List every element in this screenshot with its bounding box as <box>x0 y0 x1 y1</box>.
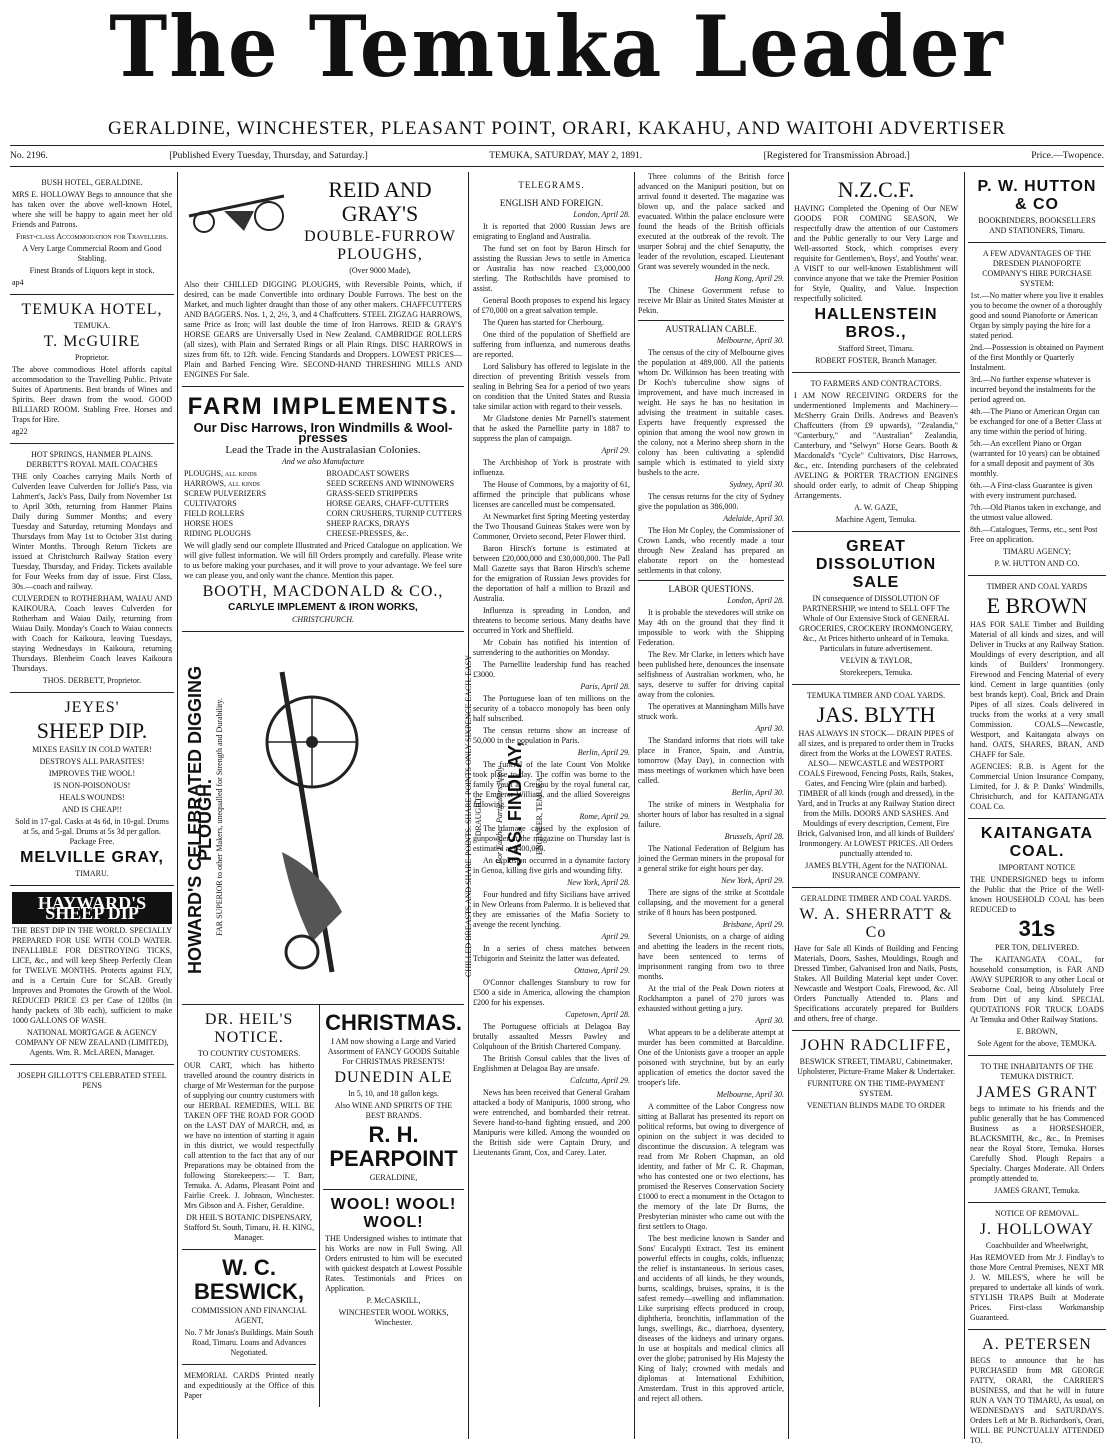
melville-gray: MELVILLE GRAY, <box>20 849 164 866</box>
petersen-name: A. PETERSEN <box>982 1336 1092 1353</box>
article-dateline: London, April 28. <box>573 210 630 219</box>
news-item: Mr Gladstone denies Mr Parnell's statement that he asked the Parnellite party in 1887 to suppress the plan of campaign. <box>473 414 630 443</box>
article-dateline: April 30. <box>755 1016 784 1025</box>
dr-heil-notice-ad <box>182 1005 316 1250</box>
hayward-title: HAYWARD'S SHEEP DIP <box>12 892 172 924</box>
ebrown-name: E. BROWN, <box>1016 1027 1058 1036</box>
carlyle-works: CARLYLE IMPLEMENT & IRON WORKS, <box>228 602 418 613</box>
implement-item: CULTIVATORS <box>184 499 237 508</box>
jeyes-line: IS NON-POISONOUS! <box>53 781 131 790</box>
christmas-title: CHRISTMAS. <box>325 1010 462 1035</box>
reid-gray-made: (Over 9000 Made), <box>349 266 411 275</box>
radcliffe-ad <box>792 1031 960 1117</box>
column-5 <box>792 172 960 1439</box>
wine-spirits: Also WINE AND SPIRITS OF THE BEST BRANDS. <box>334 1101 453 1120</box>
melville-town: TIMARU. <box>75 869 109 878</box>
implement-item: SCREW PULVERIZERS <box>184 489 267 498</box>
blyth-ad <box>792 685 960 888</box>
hutton-name: P. W. HUTTON & CO <box>977 178 1097 213</box>
brown-header: TIMBER AND COAL YARDS <box>986 582 1088 591</box>
lower-ads-row <box>182 1005 464 1407</box>
memorial-text: MEMORIAL CARDS Printed neatly and expeditiously at the Office of this Paper <box>184 1371 315 1400</box>
removal-heading: NOTICE OF REMOVAL. <box>994 1209 1080 1218</box>
brown-name: E BROWN <box>986 593 1088 618</box>
ad-code: ap4 <box>12 278 24 287</box>
implement-item: HORSE GEARS, CHAFF-CUTTERS <box>326 499 449 508</box>
temuka-hotel-title: TEMUKA HOTEL, <box>21 301 163 318</box>
timaru-agency: TIMARU AGENCY; <box>1003 547 1071 556</box>
article-dateline: Ottawa, April 29. <box>574 966 630 975</box>
column-4 <box>638 172 784 1439</box>
pearpoint-town: GERALDINE, <box>369 1173 418 1182</box>
column-rule <box>964 172 965 1439</box>
advantage-item: 7th.—Old Pianos taken in exchange, and the utmost value allowed. <box>970 503 1101 522</box>
jeyes-heading: SHEEP DIP. <box>36 718 148 743</box>
temuka-hotel-proprietor: Proprietor. <box>75 353 109 362</box>
implement-item: CORN CRUSHERS, TURNIP CUTTERS <box>326 509 462 518</box>
article-dateline: April 29. <box>601 446 630 455</box>
news-item: Four hundred and fifty Sicilians have arrived in New Orleans from Palermo. It is believed that they are emissaries of the Mafia Society to avenge the recent lynching. <box>473 890 630 929</box>
farm-implements-subtitle: Our Disc Harrows, Iron Windmills & Wool-presses <box>193 420 453 445</box>
dunedin-ale: DUNEDIN ALE <box>334 1069 453 1086</box>
registration-note: [Registered for Transmission Abroad.] <box>763 151 910 161</box>
sherratt-body: Have for Sale all Kinds of Building and Fencing Materials, Doors, Sashes, Mouldings, Rough and Dressed Timber, Galvanised Iron and Nails, Posts, Stakes. All Building Material kept under Cover. Newcastle and Westport Coals, Firewood, &c. All Orders Punctually Attended to. Plans and Specifications accurately prepared for Builders and others, free of charge. <box>794 944 958 1023</box>
lower-right-ads <box>320 1005 464 1407</box>
beswick-title: W. C. BESWICK, <box>194 1255 305 1304</box>
news-item: It is probable the stevedores will strike on May 4th on the ground that they find it impossible to work with the Shipping Federation. <box>638 608 784 647</box>
issue-number: No. 2196. <box>10 151 48 161</box>
news-item: Baron Hirsch's fortune is estimated at between £20,000,000 and £30,000,000. The Pall Mall Gazette says that Baron Hirsch's scheme for the emigration of Russian Jews provides for the deportation of half a million to Brazil and Australia. <box>473 544 630 603</box>
heil-to: TO COUNTRY CUSTOMERS. <box>197 1049 301 1058</box>
bush-hotel-ad <box>10 172 174 295</box>
bush-hotel-body: MRS E. HOLLOWAY Begs to announce that she has taken over the above well-known Hotel, where she will be happy to again meet her old Friends and Patrons. <box>12 190 172 229</box>
dissolution-title: GREAT DISSOLUTION SALE <box>815 538 937 591</box>
masthead <box>0 0 1114 139</box>
hallenstein-address: Stafford Street, Timaru. <box>838 344 914 353</box>
holloway-body: Has REMOVED from Mr J. Findlay's to those More Central Premises, NEXT MR J. W. MILES'S, where he will be prepared to undertake all kinds of work. STYLISH TRAPS Built at Moderate Prices. First-class Workmanship Guaranteed. <box>970 1253 1104 1322</box>
howard-plough-ad <box>182 632 544 1005</box>
coal-price-sub: PER TON, DELIVERED. <box>995 943 1079 952</box>
news-item: Mr Cobain has notified his intention of surrendering to the authorities on Monday. <box>473 638 630 657</box>
article-dateline: Calcutta, April 29. <box>570 1076 630 1085</box>
news-item: The National Federation of Belgium has joined the German miners in the proposal for a general strike for eight hours per day. <box>638 844 784 873</box>
dateline-hongkong: Hong Kong, April 29. <box>714 274 784 283</box>
article-dateline: Paris, April 28. <box>580 682 630 691</box>
temuka-hotel-town: TEMUKA. <box>73 321 111 330</box>
news-item: The Parnellite leadership fund has reached £3000. <box>473 660 630 679</box>
hayward-agents: NATIONAL MORTGAGE & AGENCY COMPANY OF NEW ZEALAND (LIMITED), Agents. Wm. R. McLAREN, Manager. <box>15 1028 169 1057</box>
implement-item: SEED SCREENS AND WINNOWERS <box>326 479 455 488</box>
manipur-article: Three columns of the British force advanced on the Manipuri position, but on arrival found it deserted. The magazine was blown up, and the palace sacked and evacuated. Within the palace enclosure were found the heads of the British officials executed at the outbreak of the revolt. The usurper Sobraj and the chief Senaputty, the leader of the revolution, escaped. Lieutenant Grant was severely wounded in the neck. <box>638 172 784 271</box>
hallenstein-name: HALLENSTEIN BROS., <box>814 306 938 341</box>
heil-title: DR. HEIL'S NOTICE. <box>204 1011 294 1046</box>
grant-body: begs to intimate to his friends and the public generally that he has Commenced Business as a HORSESHOER, BLACKSMITH, &c., &c., In Premises near the Royal Store, Temuka. Horses Carefully Shod. Plough Repairs a Specialty. Charges Moderate. All Orders promptly attended to. <box>970 1104 1104 1183</box>
dateline-adelaide: Adelaide, April 30. <box>723 514 784 523</box>
farm-implements-also: And we also Manufacture <box>281 457 365 466</box>
implement-item: RIDING PLOUGHS <box>184 529 251 538</box>
news-item: The census returns show an increase of 50,000 in the population in Paris. <box>473 726 630 745</box>
jeyes-line: HEALS WOUNDS! <box>59 793 125 802</box>
newspaper-title: The Temuka Leader <box>109 0 1005 97</box>
news-item: The strike of miners in Westphalia for shorter hours of labor has resulted in a signal failure. <box>638 800 784 829</box>
hongkong-article: The Chinese Government refuse to receive Mr Blair as United States Minister at Pekin. <box>638 286 784 315</box>
farm-implements-title: FARM IMPLEMENTS. <box>187 393 459 420</box>
mccaskill-name: P. McCASKILL, <box>366 1296 421 1305</box>
hot-springs-title: HOT SPRINGS, HANMER PLAINS. DERBETT'S ROYAL MAIL COACHES <box>26 450 158 469</box>
holloway-trade: Coachbuilder and Wheelwright, <box>985 1241 1089 1250</box>
sherratt-name: W. A. SHERRATT & Co <box>799 906 953 941</box>
blyth-signature: JAMES BLYTH, Agent for the NATIONAL INSURANCE COMPANY. <box>805 861 947 880</box>
news-item: What appears to be a deliberate attempt at murder has been committed at Barcaldine. One of the Unionists gave a trooper an apple poisoned with strychnine, but by an early application of emetics the doctor saved the trooper's life. <box>638 1028 784 1087</box>
column-6 <box>968 172 1106 1445</box>
petersen-body: BEGS to announce that he has PURCHASED from MR GEORGE FATTY, ORARI, the CARRIER'S BUSINESS, and that he will in future RUN A VAN TO TIMARU, As usual, on WEDNESDAYS and SATURDAYS. Orders Left at Mr B. Richardson's, Orari, WILL BE PUNCTUALLY ATTENDED TO. <box>970 1356 1104 1445</box>
dresden-piano-ad <box>968 243 1106 576</box>
gillott-title: JOSEPH GILLOTT'S CELEBRATED STEEL PENS <box>17 1071 167 1090</box>
brown-body: HAS FOR SALE Timber and Building Material of all kinds and sizes, and will Deliver in Trucks at any Railway Station. Mouldings of every description, and all kinds of Builders' Ironmongery. Firewood and Fencing Material of every kind. Cement in large quantities (only best brands kept). Coal, Brick and Drain Pipes of all sizes. Coals delivered in trucks from the works at a very small Commission. COALS—Newcastle, Westport, and Kaitangata always on hand. OATS, SHARES, BRAN, AND CHAFF for Sale. <box>970 620 1104 759</box>
gillott-pens-ad <box>10 1065 174 1097</box>
kaitangata-coal-ad <box>968 819 1106 1056</box>
farm-implements-list <box>184 469 462 539</box>
news-item: General Booth proposes to expend his legacy of £70,000 on a great salvation temple. <box>473 296 630 315</box>
news-item: The Rev. Mr Clarke, in letters which have been published here, denounces the insensate selfishness of Australian workmen, who, he says, deserve to suffer for driving capital away from the colonies. <box>638 650 784 699</box>
dateline-melbourne: Melbourne, April 30. <box>716 336 784 345</box>
kaitangata-title: KAITANGATA COAL. <box>980 825 1094 860</box>
memorial-cards-ad <box>182 1365 316 1407</box>
advantage-item: 2nd.—Possession is obtained on Payment of the first Monthly or Quarterly Instalment. <box>970 343 1104 372</box>
holloway-name: J. HOLLOWAY <box>979 1221 1095 1238</box>
kaitangata-body: THE UNDERSIGNED begs to inform the Public that the Price of the Well-known HOUSEHOLD COAL has been REDUCED to <box>970 875 1104 914</box>
jeyes-line: MIXES EASILY IN COLD WATER! <box>32 745 152 754</box>
velvin-role: Storekeepers, Temuka. <box>839 668 913 677</box>
implement-item: CHEESE-PRESSES, &c. <box>326 529 409 538</box>
hot-springs-body: THE only Coaches carrying Mails North of Culverden leave Culverden for Jollie's Pass, via Lahmert's, Jack's Pass, Daily from November 1st to April 30th, returning from Hanmer Plains Daily during Summer Months; and every Tuesday and Saturday, returning Mondays and Thursdays from May 1st to October 31st during Winter Months. Through Return Tickets are issued at Christchurch Railway Station every Tuesday, Thursday, and Friday. Tickets available for Four Weeks from day of issue. First Class, 30s.—coach and railway. <box>12 472 172 591</box>
radcliffe-furniture: FURNITURE ON THE TIME-PAYMENT SYSTEM. <box>807 1079 945 1098</box>
news-item: At the trial of the Peak Down rioters at Rockhampton a panel of 270 jurors was exhausted without getting a jury. <box>638 984 784 1013</box>
news-item: O'Connor challenges Stansbury to row for £500 a side in America, allowing the champion £200 for his expenses. <box>473 978 630 1007</box>
hot-springs-proprietor: THOS. DERBETT, Proprietor. <box>42 676 142 685</box>
grant-signature: JAMES GRANT, Temuka. <box>994 1186 1080 1195</box>
column-1 <box>10 172 174 1439</box>
jeyes-line: IMPROVES THE WOOL! <box>48 769 136 778</box>
plough-illustration <box>184 176 294 236</box>
holloway-removal-ad <box>968 1203 1106 1330</box>
temuka-hotel-ad <box>10 295 174 444</box>
mccaskill-works: WINCHESTER WOOL WORKS, Winchester. <box>338 1308 449 1327</box>
nzcf-ad <box>792 172 960 373</box>
article-dateline: Berlin, April 29. <box>577 748 630 757</box>
reid-gray-body: Also their CHILLED DIGGING PLOUGHS, with Reversible Points, which, if desired, can be made Convertible into ordinary Double Furrows. The best on the Market, and much lighter draught than those of any other makers. CHAFFCUTTERS AND BAGGERS. Nos. 1, 2, 2½, 3, and 4 Chaffcutters. STEEL ZIGZAG HARROWS, same Price as Iron; will last double the time of Iron Harrows. REID & GRAY'S HORSE GEARS are Universally Used in New Zealand. CAMBRIDGE ROLLERS (all sizes), with Plain and Serrated Rings or all Plain Rings. DISC HARROWS in sizes from 6ft. to 12ft. wide. Fencing Standards and Droppers. LOWEST PRICES—Plain and Barbed Fencing Wire. SECOND-HAND THRESHING MILLS AND ENGINES For Sale. <box>184 280 462 379</box>
news-item: The best medicine known is Sander and Sons' Eucalypti Extract. Test its eminent powerful effects in coughs, colds, influenza; the relief is instantaneous. In serious cases, and accidents of all kinds, be they wounds, burns, scaldings, bruises, sprains, it is the safest remedy—swelling and inflammation. Like surprising effects produced in croup, diphtheria, bronchitis, inflammation of the lungs, swellings, &c., diarrhoea, dysentery, diseases of the kidneys and urinary organs. In use at hospitals and medical clinics all over the globe; patronised by His Majesty the King of Italy; crowned with medals and diplomas at International Exhibition, Amsterdam. Trust in this approved article, and reject all others. <box>638 1234 784 1403</box>
findlay-trade: ENGINEER, TEMUKA. <box>535 774 544 856</box>
hutton-ad <box>968 172 1106 243</box>
news-item: Influenza is spreading in London, and threatens to become serious. Many deaths have occurred in York and Sheffield. <box>473 606 630 635</box>
news-item: Lord Salisbury has offered to legislate in the direction of preventing British vessels from sealing in Behring Sea for a period of two years on condition that the United States and Russia take similar action with regard to their vessels. <box>473 362 630 411</box>
news-item: The funeral of the late Count Von Moltke took place to-day. The coffin was borne to the family vault at Creisau by the royal funeral car, the Emperor William, and the allied Sovereigns following. <box>473 760 630 809</box>
news-item: At Newmarket first Spring Meeting yesterday the Two Thousand Guineas Stakes were won by Commoner, Orvieto second, Peter Flower third. <box>473 512 630 541</box>
hayward-sheep-dip-ad <box>10 886 174 1065</box>
farm-implements-body: We will gladly send our complete Illustrated and Priced Catalogue on application. We will give fullest information. We will fill Orders promptly and carefully. Please write to us before making your purchases, and it will prove to your advantage. We feel sure we can please you, and only want the chance. Mention this paper. <box>184 541 462 580</box>
velvin-taylor: VELVIN & TAYLOR, <box>839 656 913 665</box>
nzcf-body: HAVING Completed the Opening of Our NEW GOODS FOR COMING SEASON, We respectfully draw the attention of our Customers and the Public generally to our Very Large and Well-assorted Stock, which comprises every requisite for Gentlemen's, Boys', and Youths' wear. A VISIT to our well-known Establishment will convince anyone that we take the Premier Position for Style, Quality, and Value. Inspection respectfully solicited. <box>794 204 958 303</box>
implement-item: HORSE HOES <box>184 519 234 528</box>
grant-name: JAMES GRANT <box>976 1084 1098 1101</box>
labor-questions-heading: LABOR QUESTIONS. <box>638 580 784 594</box>
bush-hotel-brands: Finest Brands of Liquors kept in stock. <box>29 266 155 275</box>
dresden-title: A FEW ADVANTAGES OF THE DRESDEN PIANOFORTE COMPANY'S HIRE PURCHASE SYSTEM: <box>982 249 1092 288</box>
wool-title: WOOL! WOOL! WOOL! <box>330 1196 457 1231</box>
advantage-item: 8th.—Catalogues, Terms, etc., sent Post Free on application. <box>970 525 1098 544</box>
ad-code: ag22 <box>12 427 28 436</box>
nzcf-title: N.Z.C.F. <box>837 177 915 202</box>
beswick-sub: COMMISSION AND FINANCIAL AGENT, <box>191 1306 307 1325</box>
findlay-name: JAS. FINDLAY, <box>505 741 525 867</box>
dresden-advantages <box>970 291 1104 545</box>
jeyes-title: JEYES' <box>64 699 120 716</box>
petersen-ad <box>968 1330 1106 1452</box>
news-item: The Standard informs that riots will take place in France, Spain, and Austria, tomorrow (May Day), in connection with mass meetings of workmen which have been called. <box>638 736 784 785</box>
bush-hotel-room: A Very Large Commercial Room and Good Stabling. <box>22 244 162 263</box>
news-item: In a series of chess matches between Tchigorin and Steinitz the latter was defeated. <box>473 944 630 963</box>
adelaide-article: The Hon Mr Copley, the Commissioner of Crown Lands, who recently made a tour through New Zealand has prepared an elaborate report on the homestead settlements in that colony. <box>638 526 784 575</box>
news-item: The Archbishop of York is prostrate with influenza. <box>473 458 630 477</box>
reid-gray-ad <box>182 172 464 387</box>
farmers-body: I AM NOW RECEIVING ORDERS for the undermentioned Implements and Machinery— McSherry Grain Drills. Andrews and Beaven's Chaffcutters (from £9 upwards), "Zealandia," "Canterbury," and "Australian" Zealandia, Canterbury, and "Selwyn" Horse Gears. Booth & Macdonald's "Cycle" Cultivators, Disc Harrows, &c., etc. Intending purchasers of the celebrated AVELING & PORTER TRACTION ENGINES should order early, to admit of Cheap Shipping Arrangements. <box>794 391 958 500</box>
news-item: Several Unionists, on a charge of aiding and abetting the leaders in the recent riots, have been sentenced to terms of imprisonment ranging from two to three months. <box>638 932 784 981</box>
grant-heading: TO THE INHABITANTS OF THE TEMUKA DISTRICT. <box>980 1062 1094 1081</box>
column-rule <box>177 172 178 1439</box>
hallenstein-manager: ROBERT FOSTER, Branch Manager. <box>815 356 937 365</box>
advantage-item: 3rd.—No further expense whatever is incurred beyond the instalments for the period agreed on. <box>970 375 1096 404</box>
dissolution-sale-ad <box>792 532 960 685</box>
implement-item: BROADCAST SOWERS <box>326 469 410 478</box>
news-item: A committee of the Labor Congress now sitting at Ballarat has presented its report on political reforms, but owing to divergence of opinion on the subject it was decided to discontinue the discussion. A telegram was read from Mr Robert Chapman, an old identity, and father of Mr C. R. Chapman, who has contested one or two elections, has promised the Reserves Conservation Society £1000 to erect a monument in the Octagon to the memory of the late Dr Burns, the Presbyterian minister who came out with the first settlers to Otago. <box>638 1102 784 1231</box>
farmers-contractors-ad <box>792 373 960 532</box>
article-dateline: Brisbane, April 29. <box>722 920 784 929</box>
heil-body: OUR CART, which has hitherto travelled around the country districts in charge of Mr Westerman for the purpose of supplying our country customers with our HERBAL REMEDIES, WILL BE TAKEN OFF THE ROAD FOR GOOD on the LAST DAY of MARCH, and, as we have no intention of starting it again in this district, we would respectfully call attention to the fact that any of our Preparations may be obtained from the following Storekeepers:— T. Barr, Temuka. A. Adams, Pleasant Point and Fairlie Creek. J. Johnson, Winchester. Mrs Gibson and A. Fisher, Geraldine. <box>184 1061 315 1210</box>
dateline-sydney: Sydney, April 30. <box>729 480 784 489</box>
english-foreign-heading: ENGLISH AND FOREIGN. <box>499 198 604 208</box>
hayward-body: THE BEST DIP IN THE WORLD. SPECIALLY PREPARED FOR USE WITH COLD WATER. INFALLIBLE FOR DESTROYING TICKS, LICE, &c., and will keep Sheep Perfectly Clean for TWELVE MONTHS. Protects against FLY, and is a Certain Cure for SCAB. Greatly Improves and Promotes the Growth of the Wool. REDUCED PRICE £3 per Case of 120lbs (in handy packets of 3lb each), sufficient to make 1000 GALLONS OF WASH. <box>12 926 172 1025</box>
farm-implements-lead: Lead the Trade in the Australasian Colonies. <box>225 444 421 456</box>
implement-item: HARROWS, all kinds <box>184 479 261 488</box>
radcliffe-blinds: VENETIAN BLINDS MADE TO ORDER <box>806 1101 946 1110</box>
implement-item: PLOUGHS, all kinds <box>184 469 257 478</box>
advantage-item: 1st.—No matter where you live it enables you to become the owner of a thoroughly good and sound Pianoforte or American Organ by simply paying the hire for a stated period. <box>970 291 1104 340</box>
issue-date: TEMUKA, SATURDAY, MAY 2, 1891. <box>489 151 643 161</box>
article-dateline: London, April 28. <box>727 596 784 605</box>
further-particulars: For Further Particulars Apply <box>495 766 504 864</box>
christmas-ad <box>323 1005 464 1190</box>
article-dateline: Brussels, April 28. <box>724 832 784 841</box>
labor-list <box>638 596 784 1404</box>
james-grant-ad <box>968 1056 1106 1203</box>
pearpoint-name: R. H. PEARPOINT <box>329 1122 458 1171</box>
bush-hotel-accommodation: First-class Accommodation for Travellers. <box>15 232 169 241</box>
melbourne-article: The census of the city of Melbourne gives the population at 489,000. All the patients whom Dr. Wilkinson has been treating with Dr Koch's tuberculine show signs of improvement, and have much increased in weight. He says he has no hesitation in advising the treatment in suitable cases. Experts have frequently expressed the opinion that among the wool now grown in the colony, not a Merino sheep shorn in the colony has been cultivating a splendid sample which is estimated to yield sixty bushels to the acre. <box>638 348 784 477</box>
christmas-body: I AM now showing a Large and Varied Assortment of FANCY GOODS Suitable For CHRISTMAS PRESENTS! <box>327 1037 460 1066</box>
beswick-ad <box>182 1250 316 1365</box>
article-dateline: Melbourne, April 30. <box>716 1090 784 1099</box>
article-dateline: April 29. <box>601 932 630 941</box>
radcliffe-sub: BESWICK STREET, TIMARU, Cabinetmaker, Upholsterer, Picture-Frame Maker & Undertaker. <box>797 1057 955 1076</box>
news-item: It is reported that 2000 Russian Jews are emigrating to England and Australia. <box>473 222 630 241</box>
hot-springs-fares: CULVERDEN to ROTHERHAM, WAIAU AND KAIKOURA. Coach leaves Culverden for Rotherham and Waiau Daily, returning from Waiau Daily. Monday's Coach to Waiau connects with Coach for Kaikoura, leaving Tuesdays, staying Wednesdays in Kaikoura, returning Thursdays. Blenheim Coach leaves Kaikoura Thursdays. <box>12 594 172 673</box>
chilled-points-text: CHILLED BREASTS AND SHARE-POINTS. SHARE-POINTS ONLY SIXPENCE EACH. EASY DRAUGHT. <box>464 654 483 978</box>
kaitangata-notice: IMPORTANT NOTICE <box>998 863 1076 872</box>
australian-cable-heading: AUSTRALIAN CABLE. <box>638 320 784 334</box>
news-item: An explosion occurred in a dynamite factory in Genoa, killing five girls and wounding fifty. <box>473 856 630 875</box>
telegrams-heading: TELEGRAMS. <box>518 180 585 190</box>
implement-item: FIELD ROLLERS <box>184 509 245 518</box>
jeyes-line: DESTROYS ALL PARASITES! <box>39 757 145 766</box>
booth-macdonald: BOOTH, MACDONALD & CO., <box>202 583 444 600</box>
article-dateline: Rome, April 29. <box>579 812 630 821</box>
booth-city: CHRISTCHURCH. <box>291 615 354 624</box>
news-item: The Portuguese loan of ten millions on the security of a tobacco monopoly has been only half subscribed. <box>473 694 630 723</box>
sherratt-header: GERALDINE TIMBER AND COAL YARDS. <box>800 894 952 903</box>
howard-small: FAR SUPERIOR to other Makers, unequalled for Strength and Durability. <box>215 698 224 936</box>
news-item: The House of Commons, by a majority of 61, affirmed the principle that publicans whose licenses are cancelled must be compensated. <box>473 480 630 509</box>
wool-body: THE Undersigned wishes to intimate that his Works are now in Full Swing. All Orders entrusted to him will be executed with quickest despatch at Lowest Possible Rates. Testimonials and Prices on Application. <box>325 1234 462 1293</box>
beswick-address: No. 7 Mr Jonas's Buildings. Main South Road, Timaru. Loans and Advances Negotiated. <box>184 1328 314 1357</box>
article-dateline: April 30. <box>755 724 784 733</box>
advantage-item: 5th.—An excellent Piano or Organ (warranted for 10 years) can be obtained for a small deposit and payment of 30s monthly. <box>970 439 1100 478</box>
news-item: The Portuguese officials at Delagoa Bay brutally assaulted Messrs Pawley and Colquhoun of the British Chartered Company. <box>473 1022 630 1051</box>
hot-springs-ad <box>10 444 174 693</box>
column-rule <box>788 172 789 1439</box>
article-dateline: Capetown, April 28. <box>565 1010 630 1019</box>
lower-left-ads <box>182 1005 320 1407</box>
howard-title: HOWARD'S CELEBRATED DIGGING PLOUGH. <box>185 666 215 974</box>
temuka-hotel-owner: T. McGUIRE <box>43 333 141 350</box>
dateline <box>10 145 1104 167</box>
news-item: The fund set on foot by Baron Hirsch for assisting the Russian Jews to settle in America or Australia has now reached £3,000,000 sterling. The Rothschilds have promised to assist. <box>473 244 630 293</box>
dissolution-body: IN consequence of DISSOLUTION OF PARTNERSHIP, we intend to SELL OFF The Whole of Our Extensive Stock of GENERAL GROCERIES, CROCKERY IRONMONGERY, &c., At Prices hitherto unheard of in Temuka. Particulars in future advertisement. <box>799 594 953 653</box>
blyth-body: HAS ALWAYS IN STOCK— DRAIN PIPES of all sizes, and is prepared to order them in Trucks direct from the Works at the LOWEST RATES. ALSO— NEWCASTLE and WESTPORT COALS Firewood, Fencing Posts, Rails, Stakes, Gates, and Fencing Wire (plain and barbed). TIMBER of all kinds (rough and dressed), in the Yard, and in Trucks at any Railway Station direct from the Mills. DOORS AND SASHES. And Mouldings of every description, Cement, Fire Brick, Galvanised Iron, and all kinds of Builders' Ironmongery. At LOWEST PRICES. All Orders punctually attended to. <box>797 729 955 858</box>
heil-dispensary: DR HEIL'S BOTANIC DISPENSARY, Stafford St. South, Timaru, H. H. KING, Manager. <box>184 1213 315 1242</box>
reid-gray-title: REID AND GRAY'S <box>328 177 432 226</box>
news-item: The British Consul cables that the lives of Englishmen at Delagoa Bay are unsafe. <box>473 1054 630 1073</box>
coal-price: 31s <box>1018 916 1056 941</box>
wool-ad <box>323 1190 464 1334</box>
news-item: News has been received that General Graham attacked a body of Manipuris, 1000 strong, who were entrenched, and bombarded their retreat. Severe hand-to-hand fighting ensued, and 200 Manipuris were killed. Among the wounded on the British side were Captain Drury, and Lieutenants Grant, Cox, and Carey. Later. <box>473 1088 630 1157</box>
blyth-header: TEMUKA TIMBER AND COAL YARDS. <box>806 691 946 700</box>
news-item: One third of the population of Sheffield are suffering from influenza, and numerous deaths are reported. <box>473 330 630 359</box>
implement-item: SHEEP RACKS, DRAYS <box>326 519 410 528</box>
sherratt-ad <box>792 888 960 1031</box>
news-item: The Queen has started for Cherbourg. <box>483 318 604 327</box>
temuka-hotel-body: The above commodious Hotel affords capital accommodation to the Travelling Public. Private Suites of Apartments. Best brands of Wines and Spirits. Beer drawn from the wood. GOOD BILLIARD ROOM. Stabling Free. Horses and Traps for Hire. <box>12 365 172 424</box>
issue-price: Price.—Twopence. <box>1031 151 1104 161</box>
sydney-article: The census returns for the city of Sydney give the population as 386,000. <box>638 492 784 511</box>
column-rule <box>634 172 635 1439</box>
publication-note: [Published Every Tuesday, Thursday, and Saturday.] <box>169 151 368 161</box>
ebrown-sub: Sole Agent for the above, TEMUKA. <box>977 1039 1097 1048</box>
gaze-name: A. W. GAZE, <box>854 503 898 512</box>
kaitangata-more: The KAITANGATA COAL, for household consumption, is FAR AND AWAY SUPERIOR to any other Local or Seaborne Coal, being Absolutely Free from Dirt of any kind. SPECIAL QUOTATIONS FOR TRUCK LOADS At Temuka and Other Railway Stations. <box>970 955 1104 1024</box>
article-dateline: Berlin, April 30. <box>731 788 784 797</box>
news-item: There are signs of the strike at Scottdale collapsing, and the movement for a general strike of 8 hours has been postponed. <box>638 888 784 917</box>
jeyes-sheep-dip-ad <box>10 693 174 886</box>
timaru-agent: P. W. HUTTON AND CO. <box>994 559 1080 568</box>
brown-agencies: AGENCIES: R.B. is Agent for the Commercial Union Insurance Company, Limited, for J. & P. Danks' Windmills, Christchurch, and for KAITANGATA COAL Co. <box>970 762 1104 811</box>
brown-timber-ad <box>968 576 1106 819</box>
newspaper-subtitle: GERALDINE, WINCHESTER, PLEASANT POINT, ORARI, KAKAHU, AND WAITOHI ADVERTISER <box>107 118 1006 139</box>
hutton-sub: BOOKBINDERS, BOOKSELLERS AND STATIONERS, Timaru. <box>978 216 1096 235</box>
blyth-name: JAS. BLYTH <box>816 702 936 727</box>
advantage-item: 4th.—The Piano or American Organ can be exchanged for one of a Better Class at any time within the period of hiring. <box>970 407 1102 436</box>
advantage-item: 6th.—A First-class Guarantee is given with every instrument purchased. <box>970 481 1093 500</box>
gaze-role: Machine Agent, Temuka. <box>835 515 917 524</box>
radcliffe-name: JOHN RADCLIFFE, <box>800 1037 952 1054</box>
news-item: The operatives at Manningham Mills have struck work. <box>638 702 784 721</box>
jeyes-line: AND IS CHEAP!! <box>62 805 122 814</box>
article-dateline: New York, April 28. <box>567 878 630 887</box>
farmers-heading: TO FARMERS AND CONTRACTORS. <box>810 379 942 388</box>
dunedin-ale-kegs: In 5, 10, and 18 gallon kegs. <box>348 1089 439 1098</box>
digging-plough-illustration <box>252 652 372 982</box>
jeyes-sold: Sold in 17-gal. Casks at 4s 6d, in 10-gal. Drums at 5s, and 5-gal. Drums at 5s 3d per gallon. Package Free. <box>15 817 169 846</box>
news-item: The damage caused by the explosion of gunpowder at the magazine on Thursday last is estimated at £400,000. <box>473 824 630 853</box>
bush-hotel-title: BUSH HOTEL, GERALDINE. <box>41 178 143 187</box>
implement-item: GRASS-SEED STRIPPERS <box>326 489 418 498</box>
reid-gray-subtitle: DOUBLE-FURROW PLOUGHS, <box>304 228 456 263</box>
farm-implements-ad <box>182 387 464 632</box>
telegram-list <box>473 210 630 1158</box>
column-3 <box>473 172 630 1439</box>
article-dateline: New York, April 29. <box>721 876 784 885</box>
